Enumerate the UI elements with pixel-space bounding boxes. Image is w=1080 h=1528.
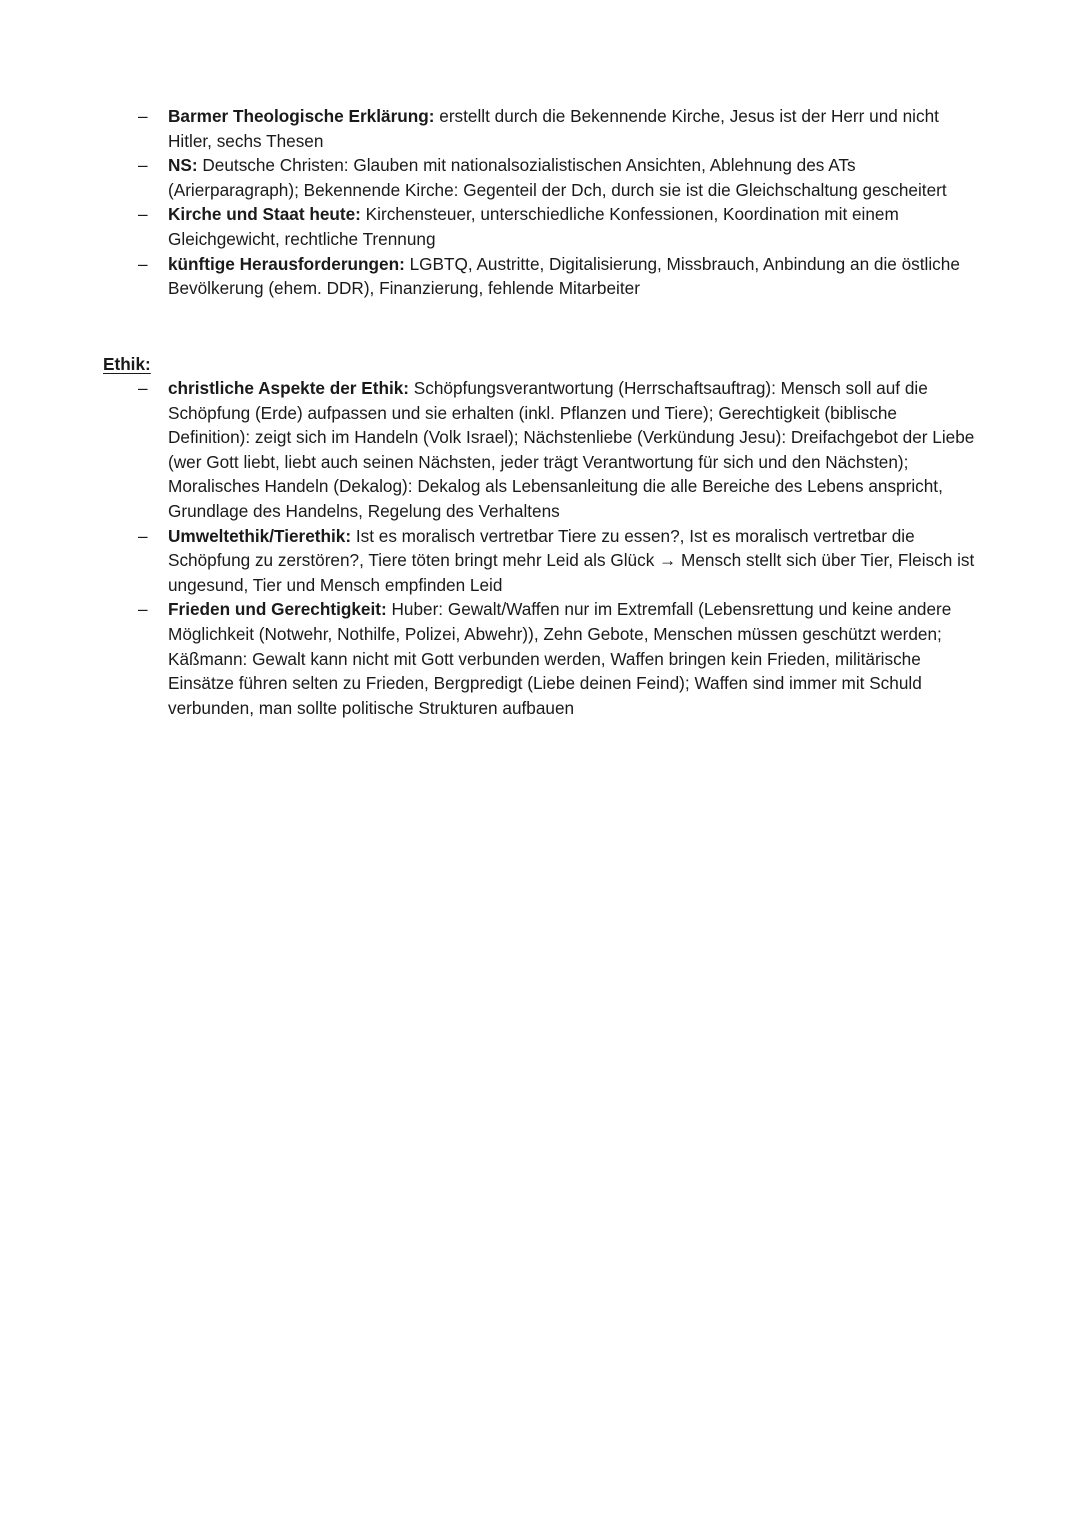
bullet-dash: – bbox=[138, 378, 148, 398]
section-heading-ethik: Ethik: bbox=[103, 354, 151, 374]
bullet-dash: – bbox=[138, 155, 148, 176]
list-item-text: Kirchensteuer, unterschiedliche Konfessionen, Koordination mit einem Gleichgewicht, rechtliche Trennung bbox=[168, 204, 899, 249]
bullet-dash: – bbox=[138, 106, 148, 126]
bullet-dash: – bbox=[138, 599, 148, 620]
list-item bbox=[100, 104, 980, 153]
list-item-term: Barmer Theologische Erklärung: bbox=[168, 106, 435, 126]
bullet-list-kirche bbox=[100, 104, 980, 301]
list-item bbox=[100, 153, 980, 202]
list-item bbox=[100, 524, 980, 598]
list-item-term: NS: bbox=[168, 155, 198, 176]
list-item bbox=[100, 597, 980, 720]
list-item-text: Schöpfungsverantwortung (Herrschaftsauftrag): Mensch soll auf die Schöpfung (Erde) aufpassen und sie erhalten (inkl. Pflanzen und Tiere); Gerechtigkeit (biblische Definition): zeigt sich im Handeln (Volk Israel); Nächstenliebe (Verkündung Jesu): Dreifachgebot der Liebe (wer Gott liebt, liebt auch seinen Nächsten, jeder trägt Verantwortung für sich und den Nächsten); Moralisches Handeln (Dekalog): Dekalog als Lebensanleitung die alle Bereiche des Lebens anspricht, Grundlage des Handelns, Regelung des Verhaltens bbox=[168, 378, 975, 521]
list-item-text: Huber: Gewalt/Waffen nur im Extremfall (Lebensrettung und keine andere Möglichkeit (Notwehr, Nothilfe, Polizei, Abwehr)), Zehn Gebote, Menschen müssen geschützt werden; Käßmann: Gewalt kann nicht mit Gott verbunden werden, Waffen bringen kein Frieden, militärische Einsätze führen selten zu Frieden, Bergpredigt (Liebe deinen Feind); Waffen sind immer mit Schuld verbunden, man sollte politische Strukturen aufbauen bbox=[168, 599, 952, 718]
list-item-term: christliche Aspekte der Ethik: bbox=[168, 378, 410, 398]
list-item-text: Ist es moralisch vertretbar Tiere zu essen?, Ist es moralisch vertretbar die Schöpfung zu zerstören?, Tiere töten bringt mehr Leid als Glück → Mensch stellt sich über Tier, Fleisch ist ungesund, Tier und Mensch empfinden Leid bbox=[168, 525, 975, 595]
list-item bbox=[100, 376, 980, 524]
list-item bbox=[100, 252, 980, 301]
list-item-term: Frieden und Gerechtigkeit: bbox=[168, 599, 387, 620]
list-item bbox=[100, 202, 980, 251]
bullet-list-ethik bbox=[100, 376, 980, 720]
bullet-dash: – bbox=[138, 204, 148, 225]
bullet-dash: – bbox=[138, 525, 148, 546]
list-item-text: erstellt durch die Bekennende Kirche, Jesus ist der Herr und nicht Hitler, sechs Thesen bbox=[168, 106, 939, 151]
bullet-dash: – bbox=[138, 253, 148, 274]
list-item-term: künftige Herausforderungen: bbox=[168, 253, 405, 274]
list-item-text: LGBTQ, Austritte, Digitalisierung, Missbrauch, Anbindung an die östliche Bevölkerung (ehem. DDR), Finanzierung, fehlende Mitarbeiter bbox=[168, 253, 960, 299]
list-item-text: Deutsche Christen: Glauben mit nationalsozialistischen Ansichten, Ablehnung des ATs (Arierparagraph); Bekennende Kirche: Gegenteil der Dch, durch sie ist die Gleichschaltung gescheitert bbox=[168, 155, 947, 200]
list-item-term: Umweltethik/Tierethik: bbox=[168, 525, 352, 546]
list-item-term: Kirche und Staat heute: bbox=[168, 204, 361, 225]
